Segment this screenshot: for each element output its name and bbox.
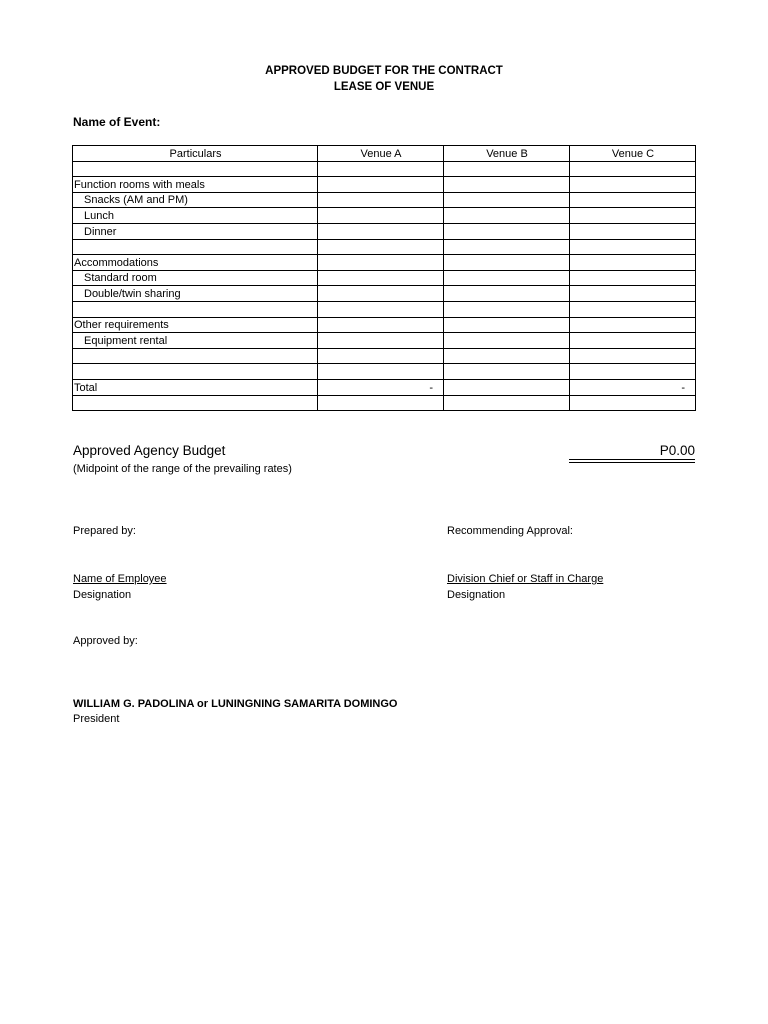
venue-c-cell [570,177,696,193]
table-row [73,239,696,255]
venue-c-cell [570,286,696,302]
table-row [73,223,696,239]
particulars-cell: Dinner [73,223,318,239]
particulars-cell [73,364,318,380]
prepared-by-designation: Designation [73,589,132,601]
budget-note: (Midpoint of the range of the prevailing rates) [73,463,292,475]
particulars-cell: Double/twin sharing [73,286,318,302]
venue-a-cell [318,301,444,317]
venue-c-cell [570,270,696,286]
venue-a-cell [318,348,444,364]
venue-a-cell: - [318,379,444,395]
venue-b-cell [444,239,570,255]
venue-a-cell [318,239,444,255]
event-name-label: Name of Event: [73,115,161,129]
approved-by-label: Approved by: [73,635,138,647]
venue-c-cell [570,161,696,177]
venue-b-cell [444,348,570,364]
venue-a-cell [318,255,444,271]
venue-c-cell [570,255,696,271]
table-row [73,348,696,364]
table-row [73,192,696,208]
table-row [73,333,696,349]
prepared-by-label: Prepared by: [73,525,136,537]
particulars-cell: Accommodations [73,255,318,271]
recommending-name: Division Chief or Staff in Charge [447,573,604,585]
venue-b-cell [444,161,570,177]
prepared-by-name: Name of Employee [73,573,167,585]
venue-a-cell [318,161,444,177]
approved-budget-value: P0.00 [659,443,695,458]
venue-b-cell [444,177,570,193]
particulars-cell: Lunch [73,208,318,224]
particulars-cell: Snacks (AM and PM) [73,192,318,208]
document-subtitle: LEASE OF VENUE [333,81,435,93]
double-underline [569,459,695,463]
venue-a-cell [318,333,444,349]
recommending-approval-label: Recommending Approval: [447,525,573,537]
table-header-row [73,146,696,162]
venue-a-cell [318,286,444,302]
table-row [73,177,696,193]
venue-b-cell [444,192,570,208]
venue-a-cell [318,177,444,193]
particulars-cell [73,239,318,255]
column-header-venue-c: Venue C [570,146,696,162]
venue-c-cell [570,317,696,333]
venue-a-cell [318,270,444,286]
particulars-cell: Standard room [73,270,318,286]
particulars-cell [73,301,318,317]
table-row [73,286,696,302]
table-row [73,317,696,333]
venue-c-cell [570,223,696,239]
venue-b-cell [444,364,570,380]
venue-a-cell [318,192,444,208]
table-row [73,301,696,317]
venue-a-cell [318,395,444,411]
venue-b-cell [444,255,570,271]
venue-a-cell [318,223,444,239]
venue-c-cell [570,239,696,255]
particulars-cell: Equipment rental [73,333,318,349]
approver-name: WILLIAM G. PADOLINA or LUNINGNING SAMARITA DOMINGO [73,698,398,710]
approved-budget-label: Approved Agency Budget [73,443,226,458]
venue-a-cell [318,208,444,224]
venue-c-cell [570,333,696,349]
table-row [73,255,696,271]
venue-c-cell [570,192,696,208]
particulars-cell [73,348,318,364]
table-row [73,395,696,411]
venue-c-cell: - [570,379,696,395]
approver-position: President [73,713,120,725]
venue-c-cell [570,364,696,380]
particulars-cell: Other requirements [73,317,318,333]
table-row [73,270,696,286]
table-row [73,364,696,380]
particulars-cell: Function rooms with meals [73,177,318,193]
particulars-cell [73,161,318,177]
venue-b-cell [444,301,570,317]
budget-table [72,145,696,411]
recommending-designation: Designation [447,589,506,601]
venue-b-cell [444,208,570,224]
venue-b-cell [444,223,570,239]
table-row [73,161,696,177]
venue-b-cell [444,286,570,302]
venue-b-cell [444,395,570,411]
particulars-cell: Total [73,379,318,395]
venue-a-cell [318,317,444,333]
column-header-venue-b: Venue B [444,146,570,162]
venue-b-cell [444,317,570,333]
column-header-venue-a: Venue A [318,146,444,162]
venue-a-cell [318,364,444,380]
particulars-cell [73,395,318,411]
venue-b-cell [444,270,570,286]
venue-c-cell [570,301,696,317]
venue-c-cell [570,395,696,411]
venue-c-cell [570,208,696,224]
venue-b-cell [444,379,570,395]
table-row [73,379,696,395]
table-row [73,208,696,224]
document-title: APPROVED BUDGET FOR THE CONTRACT [265,65,503,77]
venue-b-cell [444,333,570,349]
venue-c-cell [570,348,696,364]
column-header-particulars: Particulars [73,146,318,162]
